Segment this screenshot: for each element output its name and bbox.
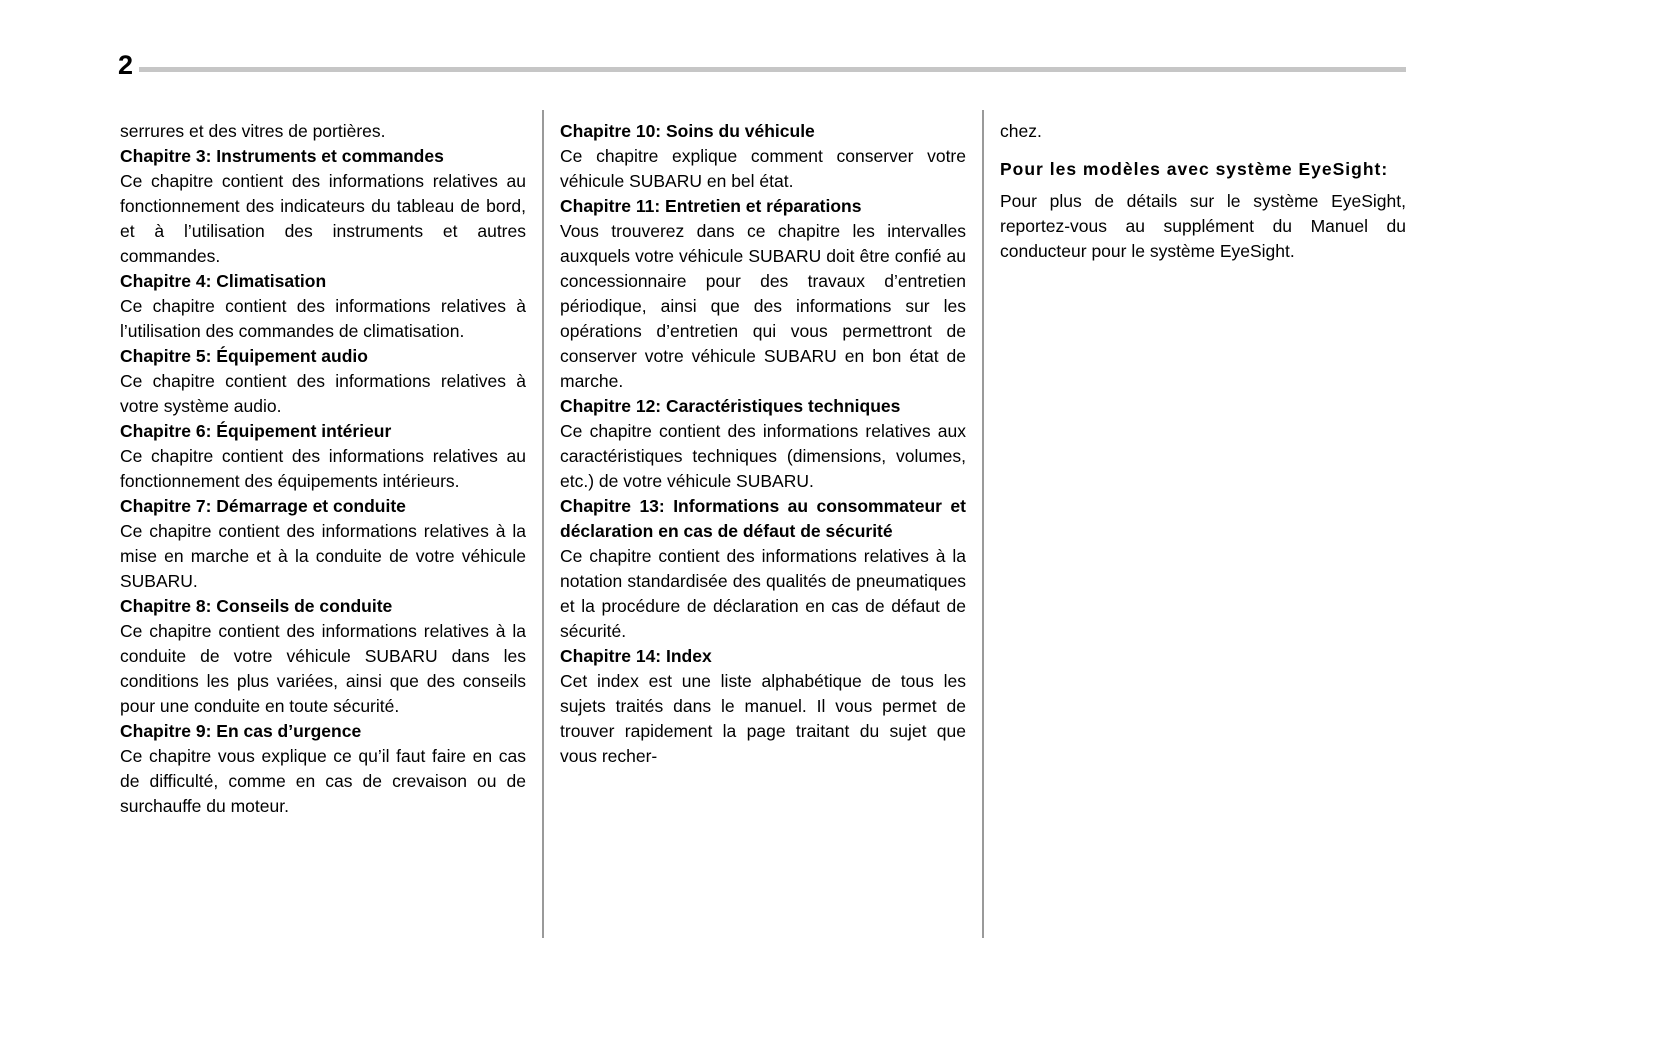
chapter-heading: Chapitre 5: Équipement audio (120, 346, 368, 366)
chapter-description: Ce chapitre contient des informations relatives à l’utilisation des commandes de climatisation. (120, 296, 526, 341)
page-number: 2 (118, 50, 134, 80)
chapter-heading: Chapitre 8: Conseils de conduite (120, 596, 393, 616)
chapter-description: Ce chapitre explique comment conserver votre véhicule SUBARU en bel état. (560, 146, 966, 191)
chapter-heading: Chapitre 4: Climatisation (120, 271, 327, 291)
chapter-description: Ce chapitre contient des informations relatives à votre système audio. (120, 371, 526, 416)
column-divider-1 (542, 110, 544, 938)
column-divider-2 (982, 110, 984, 938)
chapter-heading: Chapitre 6: Équipement intérieur (120, 421, 392, 441)
chapter-heading: Chapitre 10: Soins du véhicule (560, 121, 815, 141)
chapter-description: Ce chapitre contient des informations relatives à la conduite de votre véhicule SUBARU dans les conditions les plus variées, ainsi que des conseils pour une conduite en toute sécurité. (120, 621, 526, 716)
chapter-heading: Chapitre 13: Informations au consommateur et déclaration en cas de défaut de sécurité (560, 496, 966, 541)
chapter-heading: Pour les modèles avec système EyeSight: (1000, 159, 1389, 179)
chapter-description: Ce chapitre vous explique ce qu’il faut faire en cas de difficulté, comme en cas de crevaison ou de surchauffe du moteur. (120, 746, 526, 816)
chapter-heading: Chapitre 3: Instruments et commandes (120, 146, 444, 166)
chapter-description: Cet index est une liste alphabétique de tous les sujets traités dans le manuel. Il vous permet de trouver rapidement la page traitant du sujet que vous recher- (560, 671, 966, 766)
chapter-description: Ce chapitre contient des informations relatives à la mise en marche et à la conduite de votre véhicule SUBARU. (120, 521, 526, 591)
chapter-description: Ce chapitre contient des informations relatives au fonctionnement des indicateurs du tableau de bord, et à l’utilisation des instruments et autres commandes. (120, 171, 526, 266)
chapter-heading: Chapitre 7: Démarrage et conduite (120, 496, 406, 516)
chapter-heading: Chapitre 11: Entretien et réparations (560, 196, 862, 216)
chapter-heading: Chapitre 9: En cas d’urgence (120, 721, 362, 741)
header-rule (139, 67, 1406, 72)
chapter-description: chez. (1000, 121, 1042, 141)
chapter-description: Pour plus de détails sur le système EyeSight, reportez-vous au supplément du Manuel du conducteur pour le système EyeSight. (1000, 191, 1406, 261)
chapter-heading: Chapitre 12: Caractéristiques techniques (560, 396, 901, 416)
content-columns (120, 110, 1406, 938)
page-header (118, 52, 1406, 79)
chapter-description: serrures et des vitres de portières. (120, 121, 386, 141)
text-column-1 (120, 110, 526, 938)
chapter-description: Vous trouverez dans ce chapitre les intervalles auxquels votre véhicule SUBARU doit être confié au concessionnaire pour des travaux d’entretien périodique, ainsi que des informations sur les opérations d’entretien qui vous permettront de conserver votre véhicule SUBARU en bon état de marche. (560, 221, 966, 391)
chapter-description: Ce chapitre contient des informations relatives au fonctionnement des équipements intérieurs. (120, 446, 526, 491)
chapter-description: Ce chapitre contient des informations relatives à la notation standardisée des qualités de pneumatiques et la procédure de déclaration en cas de défaut de sécurité. (560, 546, 966, 641)
text-column-3 (1000, 110, 1406, 938)
chapter-heading: Chapitre 14: Index (560, 646, 712, 666)
text-column-2 (560, 110, 966, 938)
chapter-description: Ce chapitre contient des informations relatives aux caractéristiques techniques (dimensions, volumes, etc.) de votre véhicule SUBARU. (560, 421, 966, 491)
